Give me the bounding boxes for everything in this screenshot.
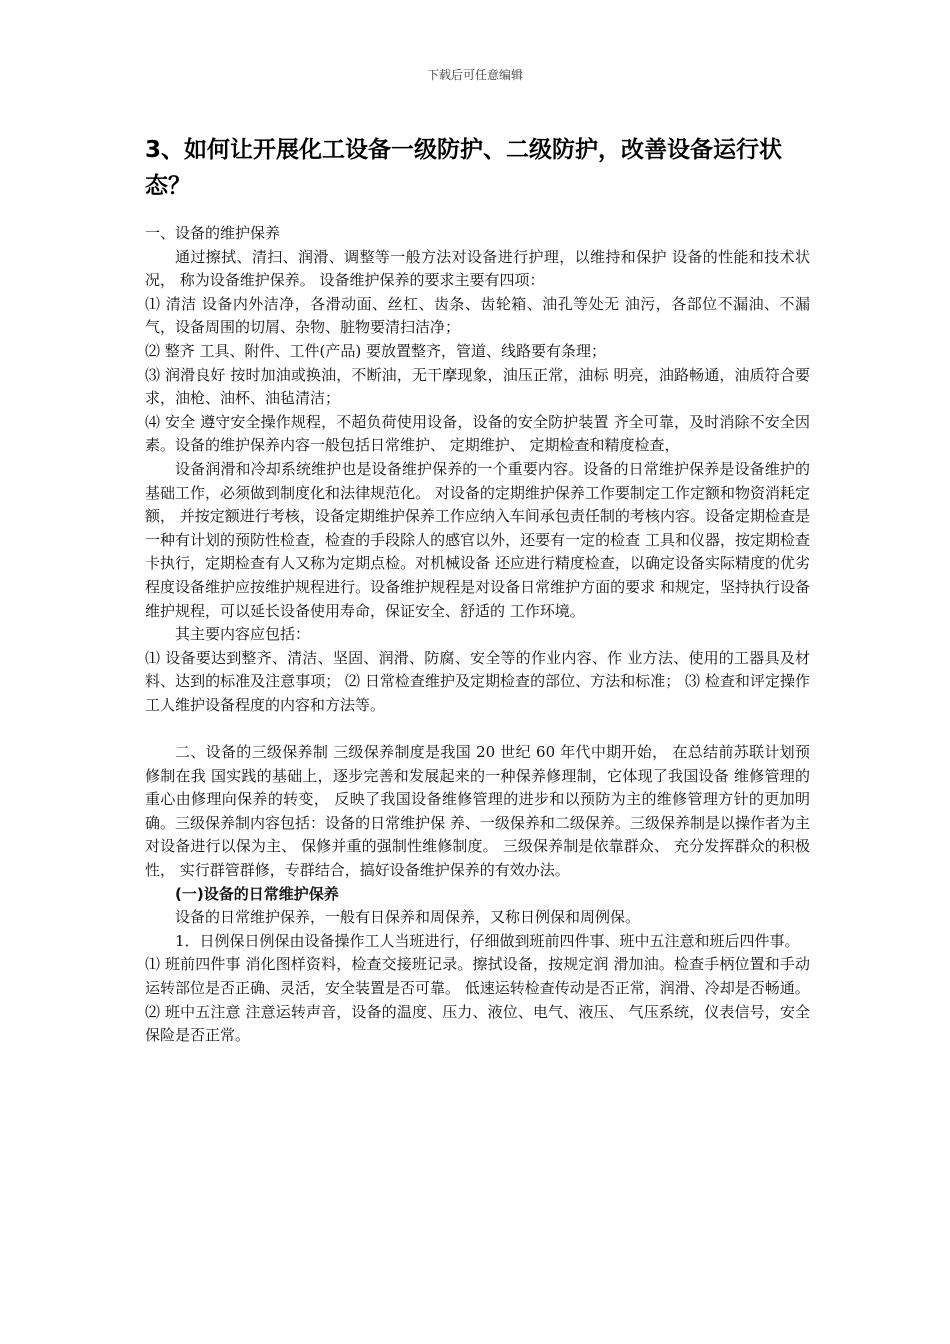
- list-item: ⑵ 班中五注意 注意运转声音，设备的温度、压力、液位、电气、液压、 气压系统，仪表信号，安全保险是否正常。: [145, 1002, 810, 1045]
- paragraph: 设备润滑和冷却系统维护也是设备维护保养的一个重要内容。设备的日常维护保养是设备维护的基础工作，必须做到制度化和法律规范化。 对设备的定期维护保养工作要制定工作定额和物资消耗定额， 并按定额进行考核，设备定期维护保养工作应纳入车间承包责任制的考核内容。设备定期检查是一种有计划的预防性检查，检查的手段除人的感官以外，还要有一定的检查 工具和仪器，按定期检查卡执行，定期检查有人又称为定期点检。对机械设备 还应进行精度检查，以确定设备实际精度的优劣程度设备维护应按维护规程进行。设备维护规程是对设备日常维护方面的要求 和规定，坚持执行设备维护规程，可以延长设备使用寿命，保证安全、舒适的 工作环境。: [145, 459, 810, 620]
- list-item: ⑴ 清洁 设备内外洁净，各滑动面、丝杠、齿条、齿轮箱、油孔等处无 油污，各部位不漏油、不漏气，设备周围的切屑、杂物、脏物要清扫洁净；: [145, 294, 810, 337]
- paragraph: 二、设备的三级保养制 三级保养制度是我国 20 世纪 60 年代中期开始， 在总结前苏联计划预修制在我 国实践的基础上，逐步完善和发展起来的一种保养修理制，它体现了我国设备 维修管理的重心由修理向保养的转变， 反映了我国设备维修管理的进步和以预防为主的维修管理方针的更加明确。三级保养制内容包括：设备的日常维护保 养、一级保养和二级保养。三级保养制是以操作者为主对设备进行以保为主、 保修并重的强制性维修制度。 三级保养制是依靠群众、 充分发挥群众的积极性， 实行群管群修，专群结合，搞好设备维护保养的有效办法。: [145, 743, 810, 880]
- list-item: ⑶ 润滑良好 按时加油或换油，不断油，无干摩现象，油压正常，油标 明亮，油路畅通，油质符合要求，油枪、油杯、油毡清洁；: [145, 365, 810, 408]
- paragraph: 通过擦拭、清扫、润滑、调整等一般方法对设备进行护理，以维持和保护 设备的性能和技术状况， 称为设备维护保养。 设备维护保养的要求主要有四项：: [145, 247, 810, 290]
- paragraph: ⑴ 设备要达到整齐、清洁、坚固、润滑、防腐、安全等的作业内容、作 业方法、使用的工器具及材料、达到的标准及注意事项； ⑵ 日常检查维护及定期检查的部位、方法和标准； ⑶ 检查和评定操作工人维护设备程度的内容和方法等。: [145, 648, 810, 714]
- paragraph: 设备的日常维护保养，一般有日保养和周保养，又称日例保和周例保。: [175, 908, 641, 927]
- paragraph: 其主要内容应包括：: [175, 625, 311, 644]
- paragraph: 1．日例保日例保由设备操作工人当班进行，仔细做到班前四件事、班中五注意和班后四件事。: [175, 931, 800, 950]
- document-title: 3、如何让开展化工设备一级防护、二级防护，改善设备运行状态？: [145, 137, 783, 199]
- document-body: [145, 222, 810, 1048]
- list-item: ⑷ 安全 遵守安全操作规程，不超负荷使用设备，设备的安全防护装置 齐全可靠，及时消除不安全因素。设备的维护保养内容一般包括日常维护、 定期维护、 定期检查和精度检查，: [145, 412, 810, 455]
- subsection-heading: (一)设备的日常维护保养: [175, 884, 339, 903]
- spacer: [145, 717, 810, 741]
- list-item: ⑵ 整齐 工具、附件、工件(产品) 要放置整齐，管道、线路要有条理；: [145, 341, 607, 360]
- list-item: ⑴ 班前四件事 消化图样资料，检查交接班记录。擦拭设备，按规定润 滑加油。检查手柄位置和手动运转部位是否正确、灵活，安全装置是否可靠。 低速运转检查传动是否正常，润滑、冷却是否畅通。: [145, 955, 810, 997]
- page-header: 下载后可任意编辑: [426, 68, 523, 82]
- section-heading: 一、设备的维护保养: [145, 224, 281, 242]
